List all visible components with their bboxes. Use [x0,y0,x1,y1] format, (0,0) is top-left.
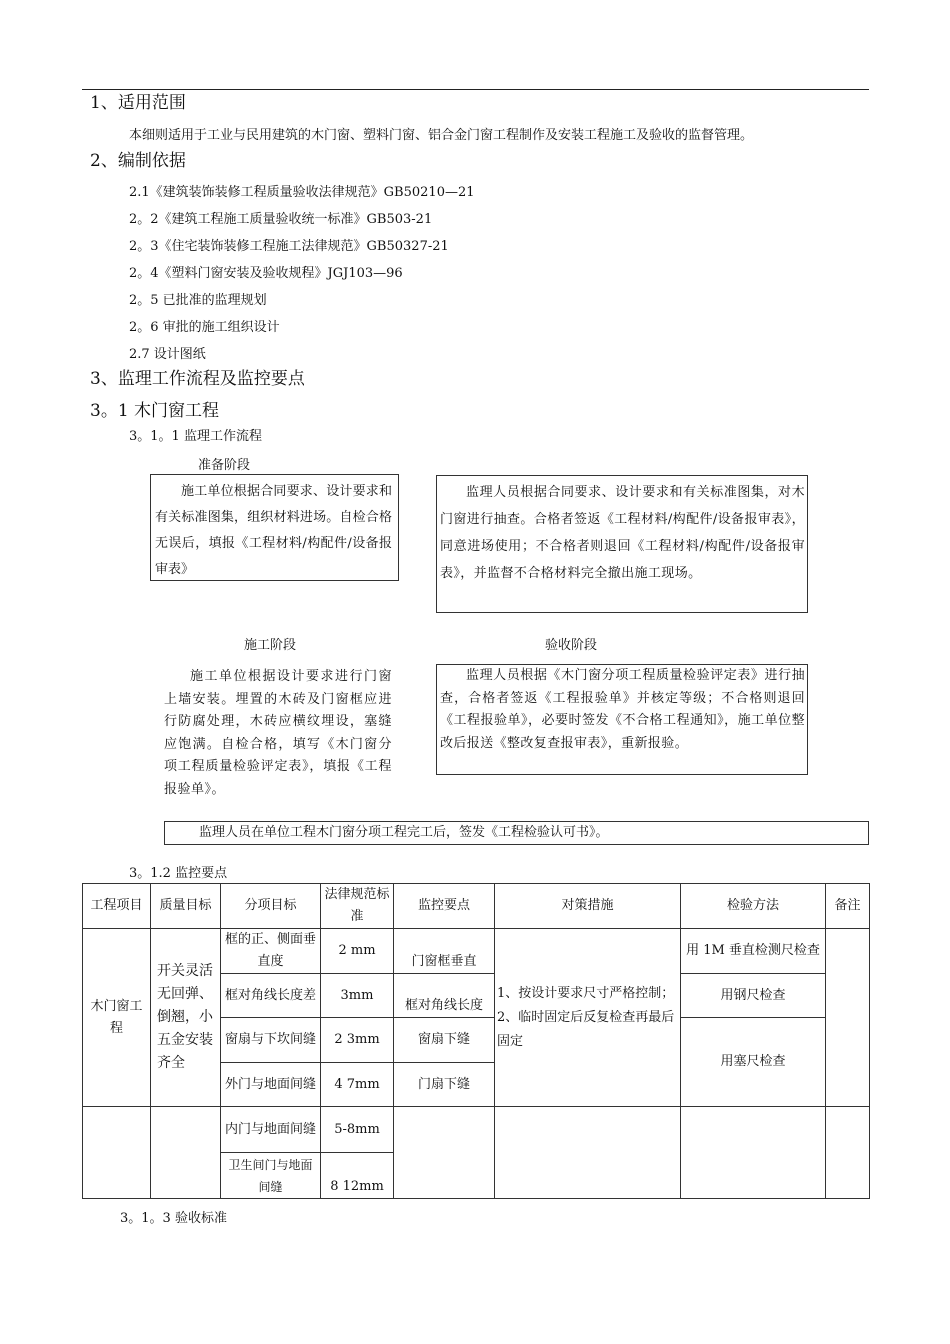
standard-cell: 2 mm [321,929,394,974]
item-cell: 卫生间门与地面间缝 [221,1153,321,1199]
remark-cell [826,929,870,1107]
empty-cell [394,1107,495,1199]
header-cell: 检验方法 [681,884,826,929]
contractor-prep-text: 施工单位根据合同要求、设计要求和有关标准图集，组织材料进场。自检合格无误后，填报《工程材料/构配件/设备报审表》 [155,484,392,577]
header-cell: 工程项目 [83,884,151,929]
basis-item: 2.1《建筑装饰装修工程质量验收法律规范》GB50210—21 [129,185,475,200]
top-rule [82,89,869,90]
standard-cell: 8 12mm [321,1153,394,1199]
quality-goal-cell: 开关灵活无回弹、倒翘，小五金安装齐全 [151,929,221,1107]
item-cell: 窗扇与下坎间缝 [221,1018,321,1063]
project-cell: 木门窗工程 [83,929,151,1107]
contractor-construct-text: 施工单位根据设计要求进行门窗上墙安装。埋置的木砖及门窗框应进行防腐处理，木砖应横纹埋设，塞缝应饱满。自检合格，填写《木门窗分项工程质量检验评定表》，填报《工程报验单》。 [164,669,392,797]
stage-accept-label: 验收阶段 [545,638,598,653]
item-cell: 框对角线长度差 [221,974,321,1018]
table-header-row [83,884,870,929]
section-3-1-1-title: 3。1。1 监理工作流程 [129,429,262,444]
basis-item: 2。3《住宅装饰装修工程施工法律规范》GB50327-21 [129,239,449,254]
section-3-1-2-title: 3。1.2 监控要点 [129,866,228,881]
method-cell: 用钢尺检查 [681,974,826,1018]
section-1-text: 本细则适用于工业与民用建筑的木门窗、塑料门窗、铝合金门窗工程制作及安装工程施工及验收的监督管理。 [129,128,754,143]
contractor-prep-box [150,474,399,581]
section-3-title: 3、监理工作流程及监控要点 [90,369,305,389]
empty-cell [826,1107,870,1199]
empty-cell [681,1107,826,1199]
measures-cell [495,929,681,1107]
section-3-1-3-title: 3。1。3 验收标准 [120,1211,227,1226]
basis-item: 2。2《建筑工程施工质量验收统一标准》GB503-21 [129,212,433,227]
standard-cell: 4 7mm [321,1063,394,1107]
standard-cell: 5-8mm [321,1107,394,1153]
basis-item: 2.7 设计图纸 [129,347,206,362]
empty-cell [151,1107,221,1199]
standard-cell: 2 3mm [321,1018,394,1063]
item-cell: 框的正、侧面垂直度 [221,929,321,974]
table-row [83,929,870,974]
header-cell: 质量目标 [151,884,221,929]
final-approval-box [164,821,869,845]
stage-construct-label: 施工阶段 [244,638,297,653]
monitoring-table [82,883,870,1199]
supervisor-accept-box [436,664,808,775]
standard-cell: 3mm [321,974,394,1018]
basis-item: 2。5 已批准的监理规划 [129,293,267,308]
point-cell: 门窗框垂直 [394,929,495,974]
supervisor-prep-text: 监理人员根据合同要求、设计要求和有关标准图集，对木门窗进行抽查。合格者签返《工程材料/构配件/设备报审表》，同意进场使用；不合格者则退回《工程材料/构配件/设备报审表》，并监督不合格材料完全撤出施工现场。 [440,485,805,581]
method-cell: 用塞尺检查 [681,1018,826,1107]
header-cell: 法律规范标准 [321,884,394,929]
method-cell: 用 1M 垂直检测尺检查 [681,929,826,974]
table-row [83,1107,870,1153]
stage-prep-label: 准备阶段 [198,458,251,473]
point-cell: 门扇下缝 [394,1063,495,1107]
header-cell: 分项目标 [221,884,321,929]
supervisor-prep-box [436,475,808,613]
basis-item: 2。6 审批的施工组织设计 [129,320,280,335]
header-cell: 监控要点 [394,884,495,929]
item-cell: 外门与地面间缝 [221,1063,321,1107]
header-cell: 备注 [826,884,870,929]
supervisor-accept-text: 监理人员根据《木门窗分项工程质量检验评定表》进行抽查，合格者签返《工程报验单》并核定等级；不合格则退回《工程报验单》，必要时签发《不合格工程通知》，施工单位整改后报送《整改复查报审表》，重新报验。 [440,668,805,751]
section-1-title: 1、适用范围 [90,93,186,113]
measures-text: 1、按设计要求尺寸严格控制；2、临时固定后反复检查再最后固定 [497,985,675,1049]
contractor-construct-box [164,666,392,822]
empty-cell [83,1107,151,1199]
header-cell: 对策措施 [495,884,681,929]
basis-item: 2。4《塑料门窗安装及验收规程》JGJ103—96 [129,266,403,281]
empty-cell [495,1107,681,1199]
section-3-1-title: 3。1 木门窗工程 [90,401,220,421]
final-approval-text: 监理人员在单位工程木门窗分项工程完工后，签发《工程检验认可书》。 [199,825,609,840]
item-cell: 内门与地面间缝 [221,1107,321,1153]
point-cell: 窗扇下缝 [394,1018,495,1063]
point-cell: 框对角线长度 [394,974,495,1018]
section-2-title: 2、编制依据 [90,151,186,171]
